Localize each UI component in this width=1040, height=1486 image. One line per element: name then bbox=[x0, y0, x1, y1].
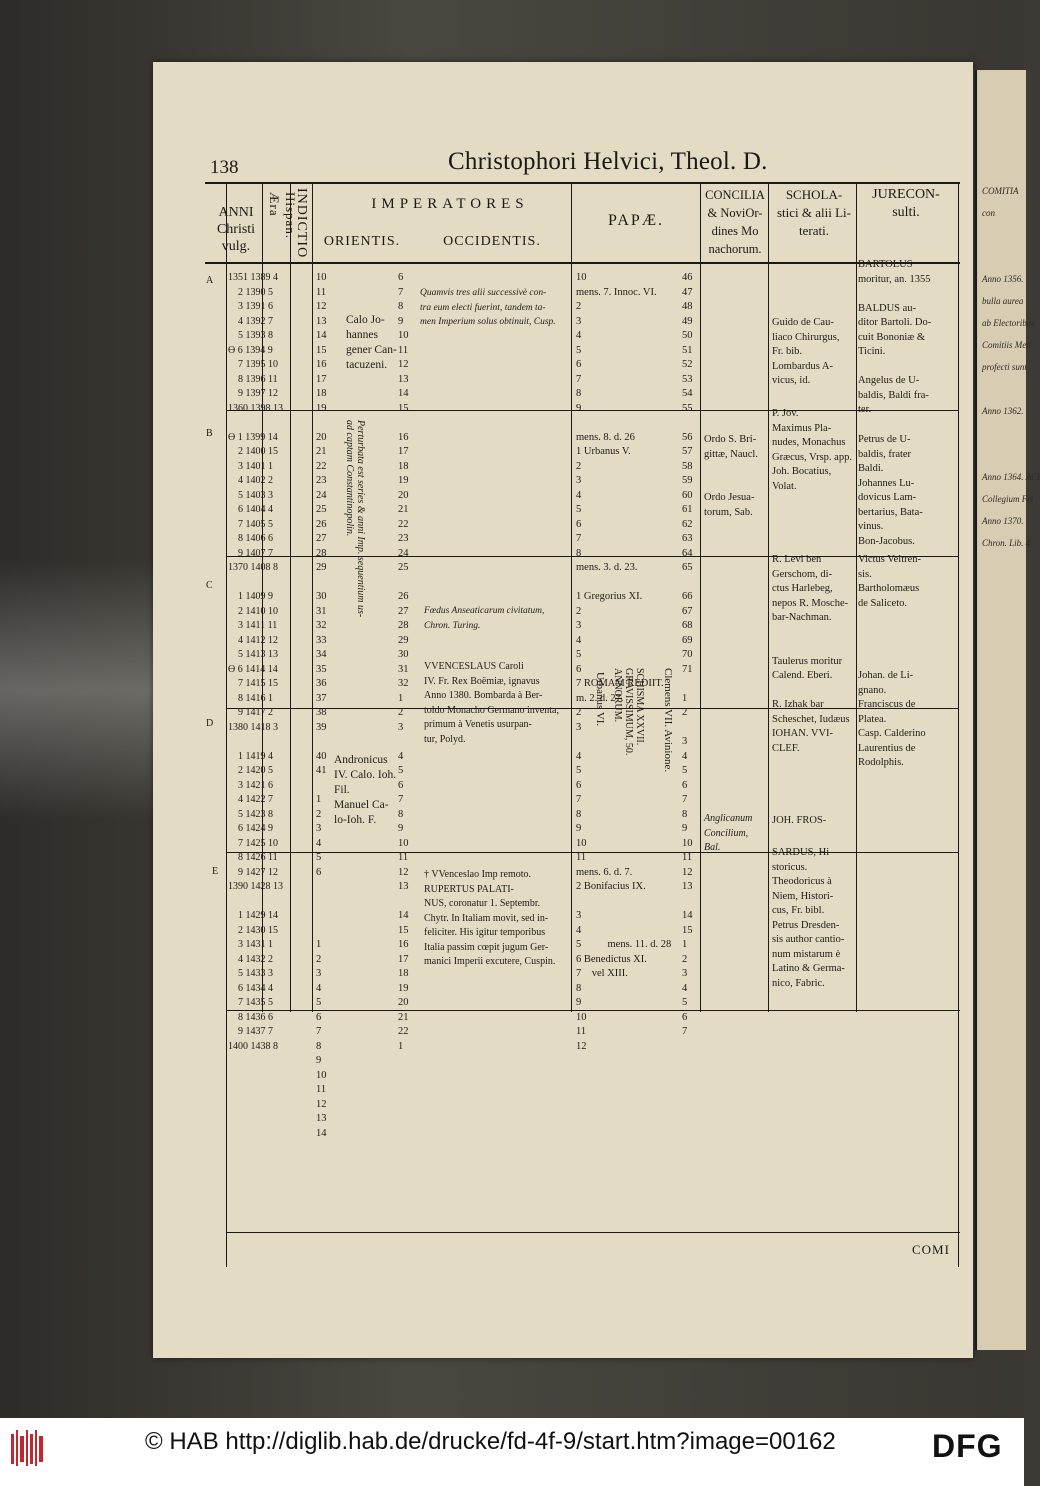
header-anni: ANNI Christi vulg. bbox=[216, 205, 256, 254]
column-scholastici-3: R. Levi ben Gerschom, di- ctus Harlebeg, nepos R. Mosche- bar-Nachman. Taulerus moritur Calend. Eberi. bbox=[772, 554, 849, 681]
column-jureconsulti-1: BARTOLUS moritur, an. 1355 BALDUS au- ditor Bartoli. Do- cuit Bononiæ & Ticini. Angelus de U- baldis, Baldi fra- ter. bbox=[858, 259, 932, 415]
column-jureconsulti-2: Petrus de U- baldis, frater Baldi. Johannes Lu- dovicus Lam- bertarius, Bata- vinus. Bon-Jacobus. bbox=[858, 434, 923, 547]
column-scholastici-1: Guido de Cau- liaco Chirurgus, Fr. bib. Lombardus A- vicus, id. bbox=[772, 317, 840, 386]
column-concilia-2: Anglicanum Concilium, Bal. bbox=[704, 813, 753, 853]
column-papae-right: 46 47 48 49 50 51 52 53 54 55 56 57 58 59 60 61 62 63 64 65 66 67 68 69 70 71 1 2 3 4 5 6 7 8 9 10 11 12 13 14 15 1 2 3 4 5 6 7 bbox=[682, 272, 693, 1037]
col-rule-5 bbox=[700, 182, 701, 1012]
column-scholastici-4: R. Izhak bar Scheschet, Iudæus IOHAN. VVI- CLEF. JOH. FROS- bbox=[772, 699, 850, 826]
page-bottom-rule bbox=[226, 1232, 960, 1233]
column-scholastici-2: P. Jov. Maximus Pla- nudes, Monachus Græcus, Vrsp. app. Joh. Bocatius, Volat. bbox=[772, 408, 852, 492]
column-orient-names: Calo Jo- hannes gener Can- tacuzeni. bbox=[346, 314, 397, 371]
occidentis-note-1: Quamvis tres alii successivè con- tra eum electi fuerint, tandem ta- men Imperium solus obtinuit, Cusp. bbox=[420, 288, 556, 327]
papae-vertical-schisma: SCHISMA XXVII. GRAVISSIMUM, 50. ANNORUM. bbox=[612, 668, 645, 756]
column-orient-names-2: Andronicus IV. Calo. Ioh. Fil. Manuel Ca- lo-Ioh. F. bbox=[334, 754, 397, 826]
column-papae-left: 10 mens. 7. Innoc. VI. 2 3 4 5 6 7 8 9 mens. 8. d. 26 1 Urbanus V. 2 3 4 5 6 7 8 mens. 3. d. 23. 1 Gregorius XI. 2 3 4 5 6 7 ROMAM REDIIT. m. 2. d. 27. 2 3 4 5 6 7 8 9 10 11 mens. 6. d. 7. 2 Bonifacius IX. 3 4 5 mens. 11. d. 28 6 Benedictus XI. 7 vel XIII. 8 9 10 11 12 bbox=[576, 272, 672, 1052]
header-occidentis: OCCIDENTIS. bbox=[443, 234, 541, 249]
column-anni-aera-indictio: 1351 1389 4 2 1390 5 3 1391 6 4 1392 7 5 1393 8 ϴ 6 1394 9 7 1395 10 8 1396 11 9 1397 12 1360 1398 13 ϴ 1 1399 14 2 1400 15 3 1401 1 4 1402 2 5 1403 3 6 1404 4 7 1405 5 8 1406 6 9 1407 7 1370 1408 8 1 1409 9 2 1410 10 3 1411 11 4 1412 12 5 1413 13 ϴ 6 1414 14 7 1415 15 8 1416 1 9 1417 2 1380 1418 3 1 1419 4 2 1420 5 3 1421 6 4 1422 7 5 1423 8 6 1424 9 7 1425 10 8 1426 11 9 1427 12 1390 1428 13 1 1429 14 2 1430 15 3 1431 1 4 1432 2 5 1433 3 6 1434 4 7 1435 5 8 1436 6 9 1437 7 1400 1438 8 bbox=[228, 272, 283, 1052]
col-rule-7 bbox=[856, 182, 857, 1012]
catchword: COMI bbox=[912, 1242, 950, 1257]
header-jureconsulti: JURECON- sulti. bbox=[872, 187, 940, 220]
header-indictio: INDICTIO bbox=[294, 188, 309, 259]
margin-letter-e: E bbox=[212, 866, 219, 877]
margin-letter-c: C bbox=[206, 580, 213, 591]
column-occid-years: 6 7 8 9 10 11 12 13 14 15 16 17 18 19 20 21 22 23 24 25 26 27 28 29 30 31 32 1 2 3 4 5 6 7 8 9 10 11 12 13 14 15 16 17 18 19 20 21 22 1 bbox=[398, 272, 409, 1052]
header-papae: PAPÆ. bbox=[607, 212, 665, 229]
papae-vertical-urbanus: Urbanus VI. bbox=[594, 672, 606, 727]
left-frame bbox=[226, 182, 227, 1267]
column-jureconsulti-3: Victus Veltren- sis. Bartholomæus de Saliceto. Johan. de Li- gnano. bbox=[858, 554, 922, 696]
margin-letter-b: B bbox=[206, 428, 213, 439]
column-concilia: Ordo S. Bri- gittæ, Naucl. Ordo Jesua- torum, Sab. bbox=[704, 434, 758, 518]
top-rule bbox=[205, 182, 960, 184]
header-hispan-aera: Hispan. Æra bbox=[267, 192, 298, 240]
col-rule-2 bbox=[290, 182, 291, 1012]
column-orient-years: 10 11 12 13 14 15 16 17 18 19 20 21 22 23 24 25 26 27 28 29 30 31 32 33 34 35 36 37 38 39 40 41 1 2 3 4 5 6 1 2 3 4 5 6 7 8 9 10 11 12 13 14 bbox=[316, 272, 327, 1139]
page-number: 138 bbox=[210, 157, 239, 178]
occidentis-note-2: Fœdus Anseaticarum civitatum, Chron. Turing. bbox=[424, 606, 545, 631]
col-rule-3 bbox=[312, 182, 313, 1012]
barcode-icon bbox=[10, 1428, 44, 1468]
margin-letter-d: D bbox=[206, 718, 214, 729]
right-frame bbox=[958, 182, 959, 1267]
dfg-logo: DFG bbox=[932, 1428, 1003, 1464]
header-orientis: ORIENTIS. bbox=[323, 234, 401, 249]
header-scholastici: SCHOLA- stici & alii Li- terati. bbox=[776, 187, 851, 238]
column-scholastici-5: SARDUS, Hi- storicus. Theodoricus à Niem, Histori- cus, Fr. bibl. Petrus Dresden- sis author cantio- num mistarum è Latino & Germa- nico, Fabric. bbox=[772, 847, 845, 989]
orient-vertical-note: Perturbata est series & anni Imp. sequentium us- ad captam Constantinopolin. bbox=[344, 420, 366, 618]
margin-letter-a: A bbox=[206, 275, 214, 286]
col-rule-4 bbox=[571, 182, 572, 1012]
occidentis-note-4: † VVenceslao Imp remoto. RUPERTUS PALATI- NUS, coronatur 1. Septembr. Chytr. In Italiam movit, sed in- feliciter. His igitur temporibus Italia passim cœpit jugum Ger- manici Imperii excutere, Cuspin. bbox=[424, 869, 556, 967]
header-concilia: CONCILIA & NoviOr- dines Mo nachorum. bbox=[705, 188, 765, 256]
column-jureconsulti-4: Franciscus de Platea. Casp. Calderino Laurentius de Rodolphis. bbox=[858, 699, 926, 768]
running-head-title: Christophori Helvici, Theol. D. bbox=[448, 148, 768, 175]
occidentis-note-3: VVENCESLAUS Caroli IV. Fr. Rex Boëmiæ, ignavus Anno 1380. Bombarda à Ber- toldo Monacho Germano inventa, primum à Venetis usurpan- tur, Polyd. bbox=[424, 661, 559, 745]
header-imperatores: IMPERATORES bbox=[371, 196, 529, 212]
header-bottom-rule bbox=[205, 262, 960, 264]
col-rule-6 bbox=[768, 182, 769, 1012]
adjacent-page-text: COMITIA con Anno 1356. bulla aurea ab Electoribus Comitiis profecti sunt Anno 1362. Anno 1364. ACI Collegium Fri Anno 1370. Chron. Lib. 4 bbox=[982, 186, 1040, 548]
footer-url[interactable]: © HAB http://diglib.hab.de/drucke/fd-4f-9/start.htm?image=00162 bbox=[145, 1428, 836, 1455]
papae-vertical-clemens: Clemens VII. Avinione. bbox=[662, 668, 674, 773]
